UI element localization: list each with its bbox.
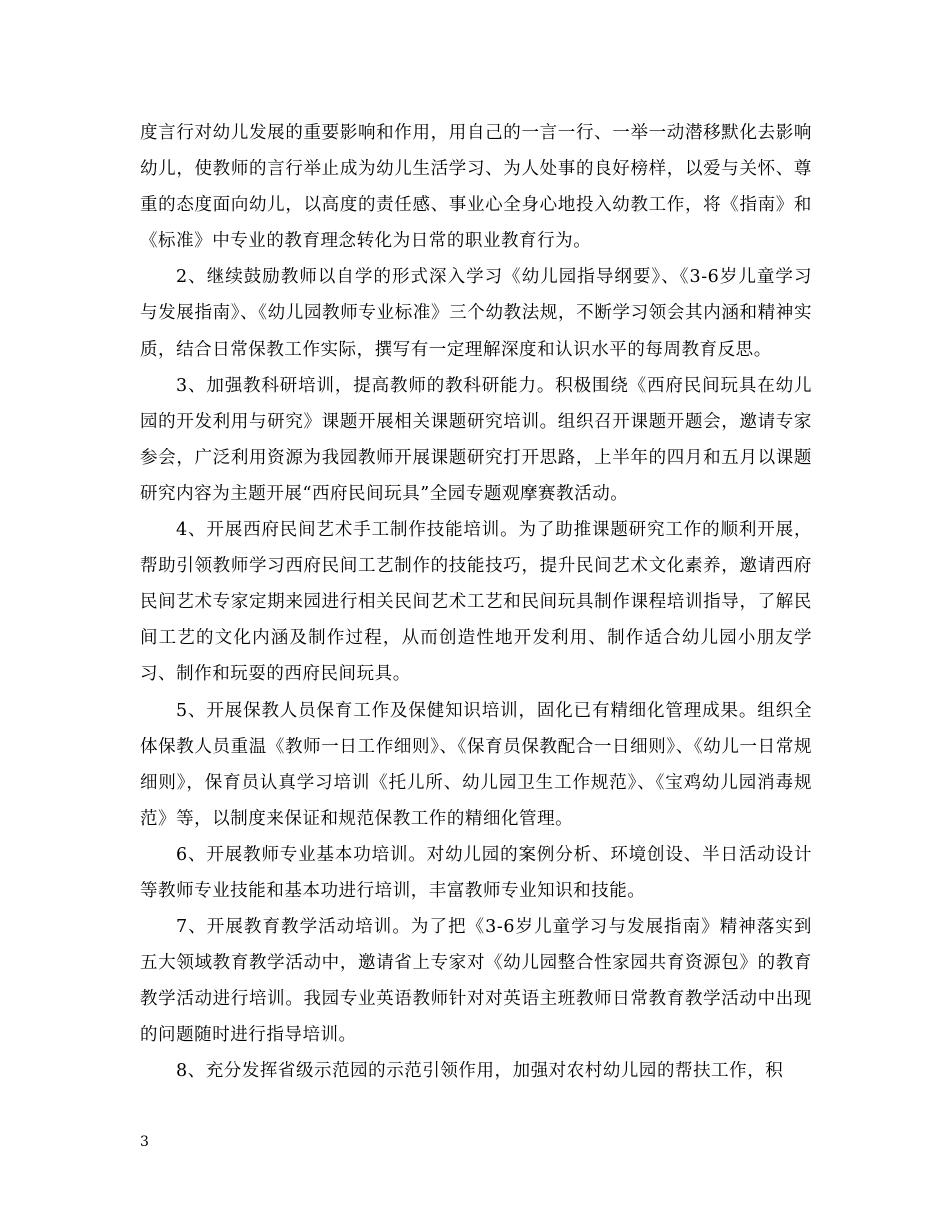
paragraph-item-2: 2、继续鼓励教师以自学的形式深入学习《幼儿园指导纲要》、《3-6岁儿童学习与发展指南》、《幼儿园教师专业标准》三个幼教法规，不断学习领会其内涵和精神实质，结合日常保教工作实际，撰写有一定理解深度和认识水平的每周教育反思。 [140, 267, 812, 360]
paragraph-item-8: 8、充分发挥省级示范园的示范引领作用，加强对农村幼儿园的帮扶工作，积 [176, 1061, 784, 1082]
paragraph-item-7: 7、开展教育教学活动培训。为了把《3-6岁儿童学习与发展指南》精神落实到五大领域教育教学活动中，邀请省上专家对《幼儿园整合性家园共育资源包》的教育教学活动进行培训。我园专业英语教师针对对英语主班教师日常教育教学活动中出现的问题随时进行指导培训。 [140, 917, 812, 1046]
page-number: 3 [140, 1134, 149, 1150]
document-body [140, 115, 812, 1090]
paragraph-item-6: 6、开展教师专业基本功培训。对幼儿园的案例分析、环境创设、半日活动设计等教师专业技能和基本功进行培训，丰富教师专业知识和技能。 [140, 844, 812, 901]
paragraph-item-5: 5、开展保教人员保育工作及保健知识培训，固化已有精细化管理成果。组织全体保教人员重温《教师一日工作细则》、《保育员保教配合一日细则》、《幼儿一日常规细则》，保育员认真学习培训《托儿所、幼儿园卫生工作规范》、《宝鸡幼儿园消毒规范》等，以制度来保证和规范保教工作的精细化管理。 [140, 700, 812, 829]
paragraph-item-3: 3、加强教科研培训，提高教师的教科研能力。积极围绕《西府民间玩具在幼儿园的开发利用与研究》课题开展相关课题研究培训。组织召开课题开题会，邀请专家参会，广泛利用资源为我园教师开展课题研究打开思路，上半年的四月和五月以课题研究内容为主题开展“西府民间玩具”全园专题观摩赛教活动。 [140, 375, 812, 504]
paragraph-continued: 度言行对幼儿发展的重要影响和作用，用自己的一言一行、一举一动潜移默化去影响幼儿，使教师的言行举止成为幼儿生活学习、为人处事的良好榜样，以爱与关怀、尊重的态度面向幼儿，以高度的责任感、事业心全身心地投入幼教工作，将《指南》和《标准》中专业的教育理念转化为日常的职业教育行为。 [140, 123, 812, 252]
paragraph-item-4: 4、开展西府民间艺术手工制作技能培训。为了助推课题研究工作的顺利开展，帮助引领教师学习西府民间工艺制作的技能技巧，提升民间艺术文化素养，邀请西府民间艺术专家定期来园进行相关民间艺术工艺和民间玩具制作课程培训指导，了解民间工艺的文化内涵及制作过程，从而创造性地开发利用、制作适合幼儿园小朋友学习、制作和玩耍的西府民间玩具。 [140, 520, 812, 685]
